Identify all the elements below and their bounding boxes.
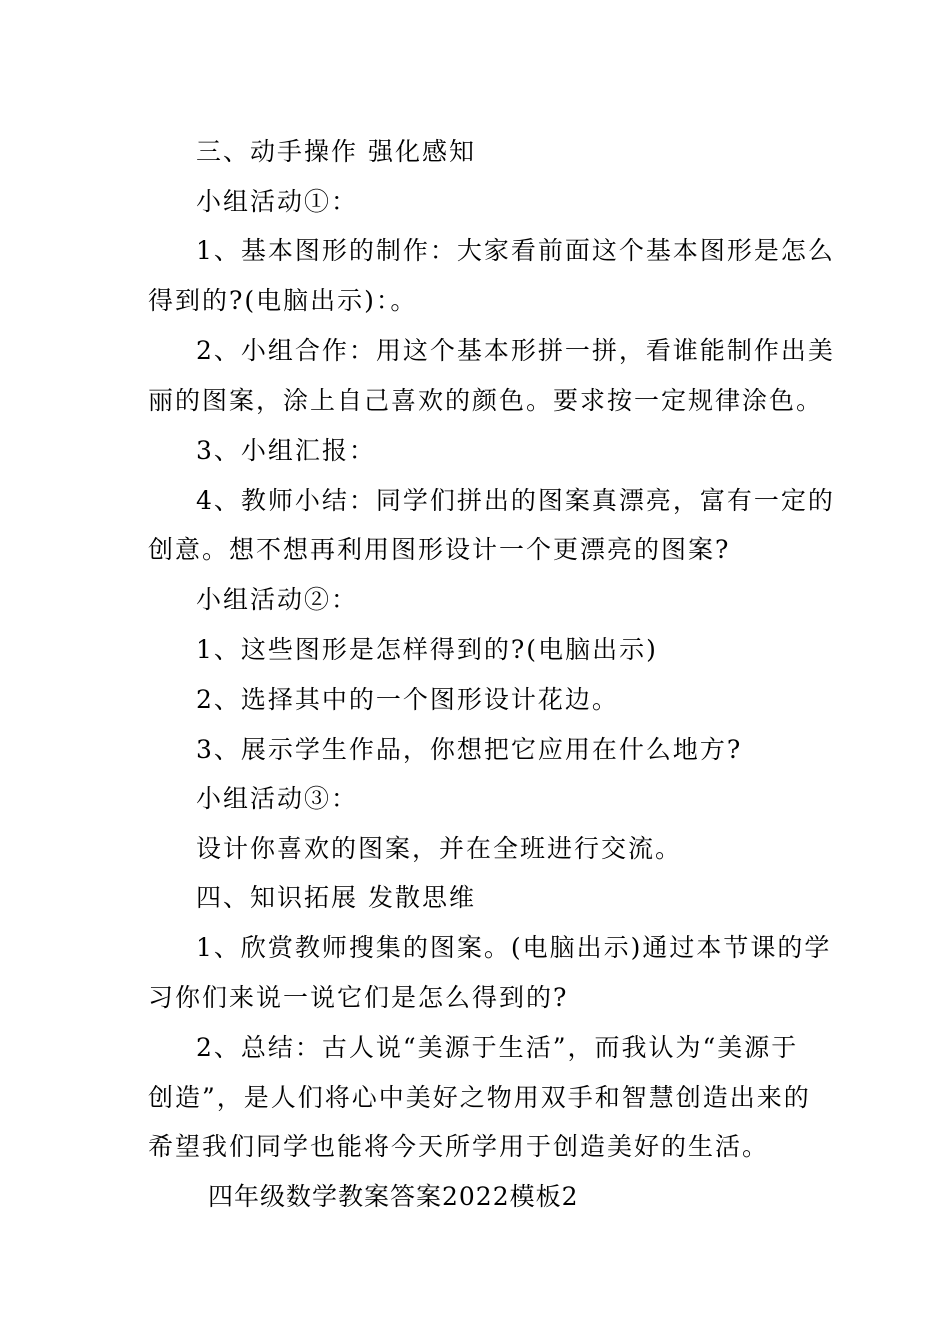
paragraph-line: 习你们来说一说它们是怎么得到的? [148,983,569,1012]
paragraph-line: 2、总结：古人说“美源于生活”，而我认为“美源于 [196,1033,799,1062]
paragraph-line: 2、小组合作：用这个基本形拼一拼，看谁能制作出美 [196,336,835,365]
paragraph-line: 丽的图案，涂上自己喜欢的颜色。要求按一定规律涂色。 [148,386,824,415]
paragraph-line: 希望我们同学也能将今天所学用于创造美好的生活。 [148,1132,770,1161]
paragraph-line: 得到的?(电脑出示)：。 [148,286,418,315]
paragraph-line: 创造”，是人们将心中美好之物用双手和智慧创造出来的 [148,1083,811,1112]
paragraph-line: 1、欣赏教师搜集的图案。(电脑出示)通过本节课的学 [196,933,832,962]
paragraph-line: 1、基本图形的制作：大家看前面这个基本图形是怎么 [196,236,835,265]
paragraph-line: 创意。想不想再利用图形设计一个更漂亮的图案? [148,535,731,564]
paragraph-line: 2、选择其中的一个图形设计花边。 [196,685,619,714]
paragraph-line: 3、展示学生作品，你想把它应用在什么地方? [196,735,743,764]
section-heading-3: 三、动手操作 强化感知 [196,137,476,166]
paragraph-line: 3、小组汇报： [196,436,376,465]
group-activity-1-heading: 小组活动①： [196,187,359,216]
paragraph-line: 设计你喜欢的图案，并在全班进行交流。 [196,834,683,863]
section-heading-4: 四、知识拓展 发散思维 [196,883,476,912]
group-activity-3-heading: 小组活动③： [196,784,359,813]
next-document-title: 四年级数学教案答案2022模板2 [208,1182,579,1211]
paragraph-line: 1、这些图形是怎样得到的?(电脑出示) [196,635,658,664]
paragraph-line: 4、教师小结：同学们拼出的图案真漂亮，富有一定的 [196,486,835,515]
group-activity-2-heading: 小组活动②： [196,585,359,614]
